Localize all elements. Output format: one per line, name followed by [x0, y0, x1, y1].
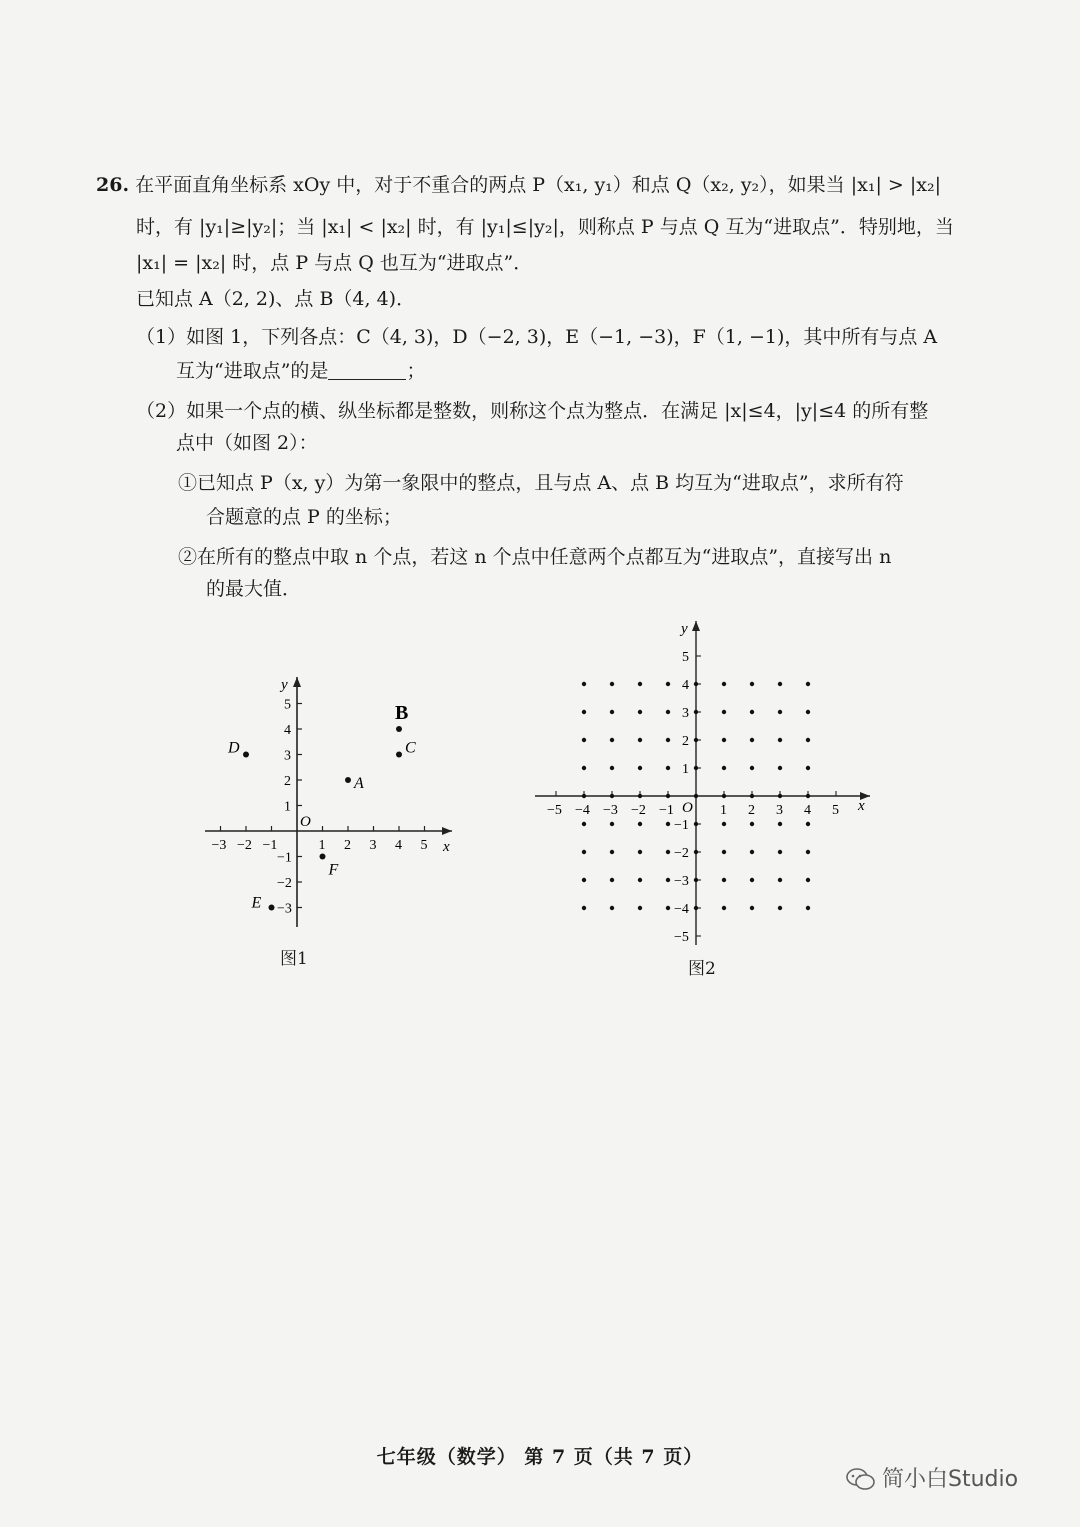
y-tick-label: 1	[682, 762, 689, 777]
grid-point	[778, 794, 782, 798]
y-tick-label: 5	[284, 697, 291, 713]
grid-point	[638, 766, 642, 770]
grid-point	[694, 850, 698, 854]
grid-point	[778, 850, 782, 854]
x-tick-label: −1	[659, 803, 674, 818]
x-tick-label: 3	[776, 803, 783, 818]
grid-point	[722, 738, 726, 742]
x-axis-label: x	[858, 798, 865, 814]
grid-point	[666, 822, 670, 826]
watermark	[846, 1462, 1018, 1493]
x-tick-label: 4	[804, 803, 811, 818]
grid-point	[666, 850, 670, 854]
grid-point	[806, 878, 810, 882]
point-b	[396, 726, 402, 732]
grid-point	[610, 822, 614, 826]
grid-point	[666, 766, 670, 770]
grid-point	[610, 710, 614, 714]
grid-point	[694, 738, 698, 742]
x-axis-arrow-icon	[442, 827, 452, 835]
grid-point	[582, 738, 586, 742]
question-line-1	[96, 172, 941, 198]
grid-point	[694, 906, 698, 910]
point-label-c: C	[405, 739, 416, 757]
x-tick-label: −3	[603, 803, 618, 818]
grid-point	[806, 710, 810, 714]
grid-point	[694, 878, 698, 882]
figure-2-caption: 图2	[688, 959, 716, 979]
grid-point	[666, 906, 670, 910]
grid-point	[610, 794, 614, 798]
grid-point	[582, 822, 586, 826]
grid-point	[750, 738, 754, 742]
grid-point	[694, 766, 698, 770]
x-tick-label: −3	[211, 838, 227, 853]
y-tick-label: −2	[277, 876, 292, 891]
watermark-text: 简小白Studio	[882, 1467, 1019, 1492]
y-tick-label: −1	[674, 818, 689, 833]
grid-point	[582, 682, 586, 686]
grid-point	[610, 850, 614, 854]
part1-line-2	[176, 358, 425, 384]
x-tick-label: −4	[575, 803, 590, 818]
point-label-a: A	[354, 775, 364, 792]
grid-point	[750, 850, 754, 854]
grid-point	[750, 906, 754, 910]
grid-point	[638, 906, 642, 910]
y-tick-label: 3	[284, 748, 291, 764]
grid-point	[722, 794, 726, 798]
x-tick-label: 4	[395, 838, 402, 853]
grid-point	[638, 794, 642, 798]
grid-point	[694, 822, 698, 826]
grid-point	[806, 682, 810, 686]
y-axis-label: y	[681, 621, 688, 637]
figure-1-coordinate-plane	[190, 665, 480, 945]
wechat-icon	[846, 1467, 876, 1491]
figure-1-caption: 图1	[280, 949, 308, 969]
y-tick-label: 3	[682, 706, 689, 721]
y-tick-label: −1	[277, 850, 292, 866]
given-points: 已知点 A（2, 2)、点 B（4, 4)．	[136, 288, 416, 310]
intro-line-3: |x₁| = |x₂| 时，点 P 与点 Q 也互为“进取点”．	[136, 252, 533, 274]
grid-point	[722, 878, 726, 882]
part1-line-1: （1）如图 1，下列各点：C（4, 3)，D（−2, 3)，E（−1, −3)，F（1, −1)，其中所有与点 A	[136, 326, 938, 348]
part2-line-1: （2）如果一个点的横、纵坐标都是整数，则称这个点为整点．在满足 |x|≤4，|y|≤4 的所有整	[136, 400, 929, 422]
grid-point	[638, 738, 642, 742]
grid-point	[806, 850, 810, 854]
x-tick-label: 5	[832, 803, 839, 818]
grid-point	[778, 766, 782, 770]
part2-line-2: 点中（如图 2）：	[176, 432, 318, 454]
x-tick-label: 5	[420, 838, 428, 853]
x-tick-label: 1	[318, 838, 326, 853]
origin-label: O	[682, 800, 693, 816]
grid-point	[750, 766, 754, 770]
grid-point	[610, 682, 614, 686]
grid-point	[778, 738, 782, 742]
grid-point	[750, 822, 754, 826]
point-e	[269, 905, 275, 911]
x-tick-label: −2	[631, 803, 646, 818]
grid-point	[694, 710, 698, 714]
y-tick-label: −3	[277, 901, 292, 917]
grid-point	[582, 710, 586, 714]
point-a	[345, 777, 351, 783]
y-axis-arrow-icon	[293, 677, 301, 687]
grid-point	[638, 850, 642, 854]
grid-point	[666, 682, 670, 686]
grid-point	[750, 794, 754, 798]
point-label-e: E	[251, 894, 262, 912]
grid-point	[778, 682, 782, 686]
point-label-b: B	[395, 702, 409, 724]
point-d	[243, 752, 249, 758]
grid-point	[582, 794, 586, 798]
y-tick-label: 1	[284, 799, 291, 815]
question-number: 26.	[96, 174, 130, 196]
x-tick-label: −5	[547, 803, 562, 818]
grid-point	[806, 738, 810, 742]
y-axis-arrow-icon	[692, 621, 700, 631]
grid-point	[582, 766, 586, 770]
y-tick-label: 5	[682, 650, 689, 665]
grid-point	[638, 822, 642, 826]
grid-point	[610, 906, 614, 910]
grid-point	[694, 794, 698, 798]
grid-point	[666, 710, 670, 714]
grid-point	[722, 766, 726, 770]
grid-point	[778, 906, 782, 910]
grid-point	[610, 738, 614, 742]
grid-point	[722, 822, 726, 826]
grid-point	[638, 682, 642, 686]
grid-point	[666, 738, 670, 742]
y-tick-label: −4	[674, 902, 689, 917]
grid-point	[806, 766, 810, 770]
grid-point	[582, 850, 586, 854]
x-axis-label: x	[443, 839, 450, 855]
grid-point	[806, 794, 810, 798]
sub2-line-1: ②在所有的整点中取 n 个点，若这 n 个点中任意两个点都互为“进取点”，直接写出 n	[178, 546, 892, 568]
grid-point	[778, 822, 782, 826]
x-tick-label: 2	[748, 803, 755, 818]
y-tick-label: −5	[674, 930, 689, 945]
figure-2-integer-grid	[530, 615, 880, 950]
y-tick-label: −2	[674, 846, 689, 861]
grid-point	[582, 878, 586, 882]
point-f	[320, 854, 326, 860]
x-tick-label: −2	[237, 838, 252, 853]
grid-point	[722, 850, 726, 854]
grid-point	[610, 878, 614, 882]
point-label-d: D	[228, 739, 240, 757]
y-tick-label: 2	[682, 734, 689, 749]
grid-point	[806, 906, 810, 910]
page-footer: 七年级（数学） 第 7 页（共 7 页）	[376, 1446, 704, 1468]
part1-tail: ；	[406, 360, 426, 382]
grid-point	[778, 710, 782, 714]
grid-point	[638, 878, 642, 882]
grid-point	[722, 906, 726, 910]
part1-prompt: 互为“进取点”的是	[176, 360, 329, 382]
y-tick-label: 4	[284, 723, 291, 738]
grid-point	[666, 794, 670, 798]
grid-point	[638, 710, 642, 714]
grid-point	[722, 710, 726, 714]
y-axis-label: y	[281, 677, 288, 693]
y-tick-label: −3	[674, 874, 689, 889]
grid-point	[750, 710, 754, 714]
grid-point	[750, 682, 754, 686]
x-tick-label: 3	[369, 838, 377, 853]
intro-line-2: 时，有 |y₁|≥|y₂|；当 |x₁| < |x₂| 时，有 |y₁|≤|y₂|，则称点 P 与点 Q 互为“进取点”．特别地，当	[136, 216, 954, 238]
y-tick-label: 4	[682, 678, 689, 693]
point-c	[396, 752, 402, 758]
intro-line-1: 在平面直角坐标系 xOy 中，对于不重合的两点 P（x₁, y₁）和点 Q（x₂, y₂），如果当 |x₁| > |x₂|	[135, 174, 941, 196]
sub2-line-2: 的最大值．	[206, 578, 302, 600]
x-tick-label: 2	[344, 838, 351, 853]
grid-point	[582, 906, 586, 910]
grid-point	[806, 822, 810, 826]
y-tick-label: 2	[284, 774, 291, 789]
sub1-line-2: 合题意的点 P 的坐标；	[206, 506, 402, 528]
point-label-f: F	[328, 861, 339, 879]
x-tick-label: 1	[720, 803, 727, 818]
grid-point	[610, 766, 614, 770]
grid-point	[666, 878, 670, 882]
answer-blank[interactable]	[328, 361, 406, 380]
origin-label: O	[300, 814, 311, 830]
grid-point	[694, 682, 698, 686]
sub1-line-1: ①已知点 P（x, y）为第一象限中的整点，且与点 A、点 B 均互为“进取点”，求所有符	[178, 472, 904, 494]
grid-point	[750, 878, 754, 882]
x-tick-label: −1	[262, 838, 278, 853]
grid-point	[778, 878, 782, 882]
grid-point	[722, 682, 726, 686]
